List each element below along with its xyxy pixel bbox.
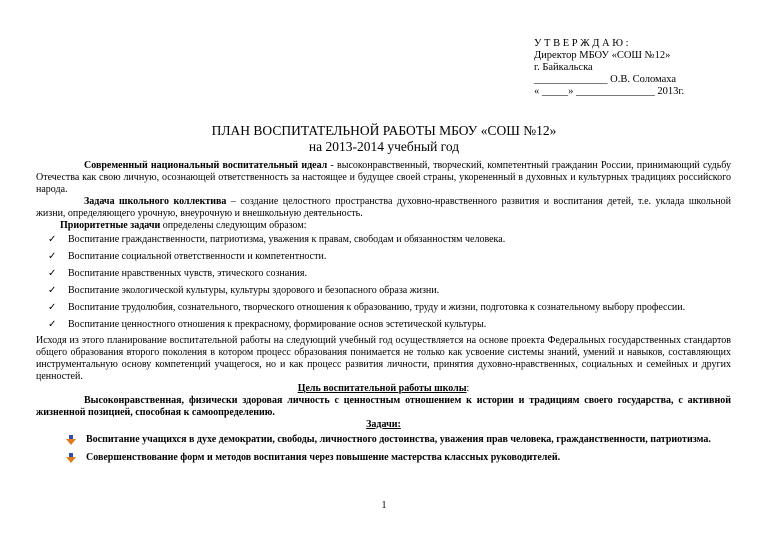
- priority-paragraph: [36, 220, 731, 232]
- document-title: [0, 123, 768, 155]
- approval-date: « _____» _______________ 2013г.: [534, 86, 685, 97]
- list-item: Воспитание учащихся в духе демократии, свободы, личностного достоинства, уважения прав человека, гражданственности, патриотизма.: [36, 433, 731, 447]
- list-item: ✓ Воспитание трудолюбия, сознательного, творческого отношения к образованию, труду и жизни, подготовка к сознательному выбору профессии.: [48, 302, 686, 313]
- planning-paragraph: Исходя из этого планирование воспитательной работы на следующий учебный год осуществляется на основе проекта Федеральных государственных стандартов общего образования второго поколения в котором процесс образования понимается не только как усвоение системы знаний, умений и навыков, составляющих инструментальную основу компетенций учащегося, но и как процесс развития личности, принятия духовно-нравственных, социальных и семейных и других ценностей.: [36, 335, 731, 382]
- tasks-list: [36, 433, 731, 465]
- checkmark-icon: ✓: [48, 268, 57, 279]
- title-line-1: ПЛАН ВОСПИТАТЕЛЬНОЙ РАБОТЫ МБОУ «СОШ №12»: [211, 123, 557, 138]
- collective-paragraph: [36, 196, 731, 220]
- approval-block: [534, 38, 734, 98]
- checkmark-icon: ✓: [48, 302, 57, 313]
- priority-text: определены следующим образом:: [160, 220, 307, 231]
- ideal-term: Современный национальный воспитательный идеал: [84, 160, 328, 171]
- collective-term: Задача школьного коллектива: [84, 196, 227, 207]
- checkmark-icon: ✓: [48, 319, 57, 330]
- arrow-down-icon: [66, 453, 76, 463]
- tasks-heading: Задачи:: [366, 419, 401, 430]
- approval-position: Директор МБОУ «СОШ №12»: [534, 50, 671, 61]
- ideal-paragraph: [36, 160, 731, 196]
- list-item: ✓ Воспитание нравственных чувств, этического сознания.: [48, 268, 307, 279]
- arrow-down-icon: [66, 435, 76, 445]
- goal-heading: Цель воспитательной работы школы: [297, 383, 467, 394]
- priority-term: Приоритетные задачи: [60, 220, 161, 231]
- document-body: [36, 160, 731, 469]
- list-item: ✓ Воспитание экологической культуры, культуры здорового и безопасного образа жизни.: [48, 285, 440, 296]
- checkmark-icon: ✓: [48, 251, 57, 262]
- collective-text: – создание целостного пространства духовно-нравственного развития и воспитания детей, т.е. уклада школьной жизни, определяющего урочную, внеурочную и внешкольную деятельность.: [36, 196, 731, 219]
- list-item: ✓ Воспитание социальной ответственности и компетентности.: [48, 251, 327, 262]
- goal-heading-line: Цель воспитательной работы школы:: [297, 383, 470, 394]
- list-item: ✓ Воспитание ценностного отношения к прекрасному, формирование основ эстетической культуры.: [48, 319, 487, 330]
- goal-text: Высоконравственная, физически здоровая личность с ценностным отношением к истории и традициям своего государства, с активной жизненной позицией, способная к самоопределению.: [36, 395, 731, 418]
- list-item: Совершенствование форм и методов воспитания через повышение мастерства классных руководителей.: [36, 451, 731, 465]
- priority-checklist: [36, 233, 731, 332]
- checkmark-icon: ✓: [48, 234, 57, 245]
- list-item: ✓ Воспитание гражданственности, патриотизма, уважения к правам, свободам и обязанностям человека.: [48, 234, 506, 245]
- ideal-text: - высоконравственный, творческий, компетентный гражданин России, принимающий судьбу Отечества как свою личную, осознающей ответственность за настоящее и будущее своей страны, укорененный в духовных и культурных традициях российского народа.: [36, 160, 731, 195]
- title-line-2: на 2013-2014 учебный год: [308, 139, 460, 154]
- checkmark-icon: ✓: [48, 285, 57, 296]
- approval-signature: ______________ О.В. Соломаха: [534, 74, 676, 85]
- approval-city: г. Байкальска: [534, 62, 593, 73]
- tasks-heading-line: [36, 419, 731, 431]
- page-number: 1: [381, 500, 387, 511]
- approval-heading: У Т В Е Р Ж Д А Ю :: [534, 38, 629, 49]
